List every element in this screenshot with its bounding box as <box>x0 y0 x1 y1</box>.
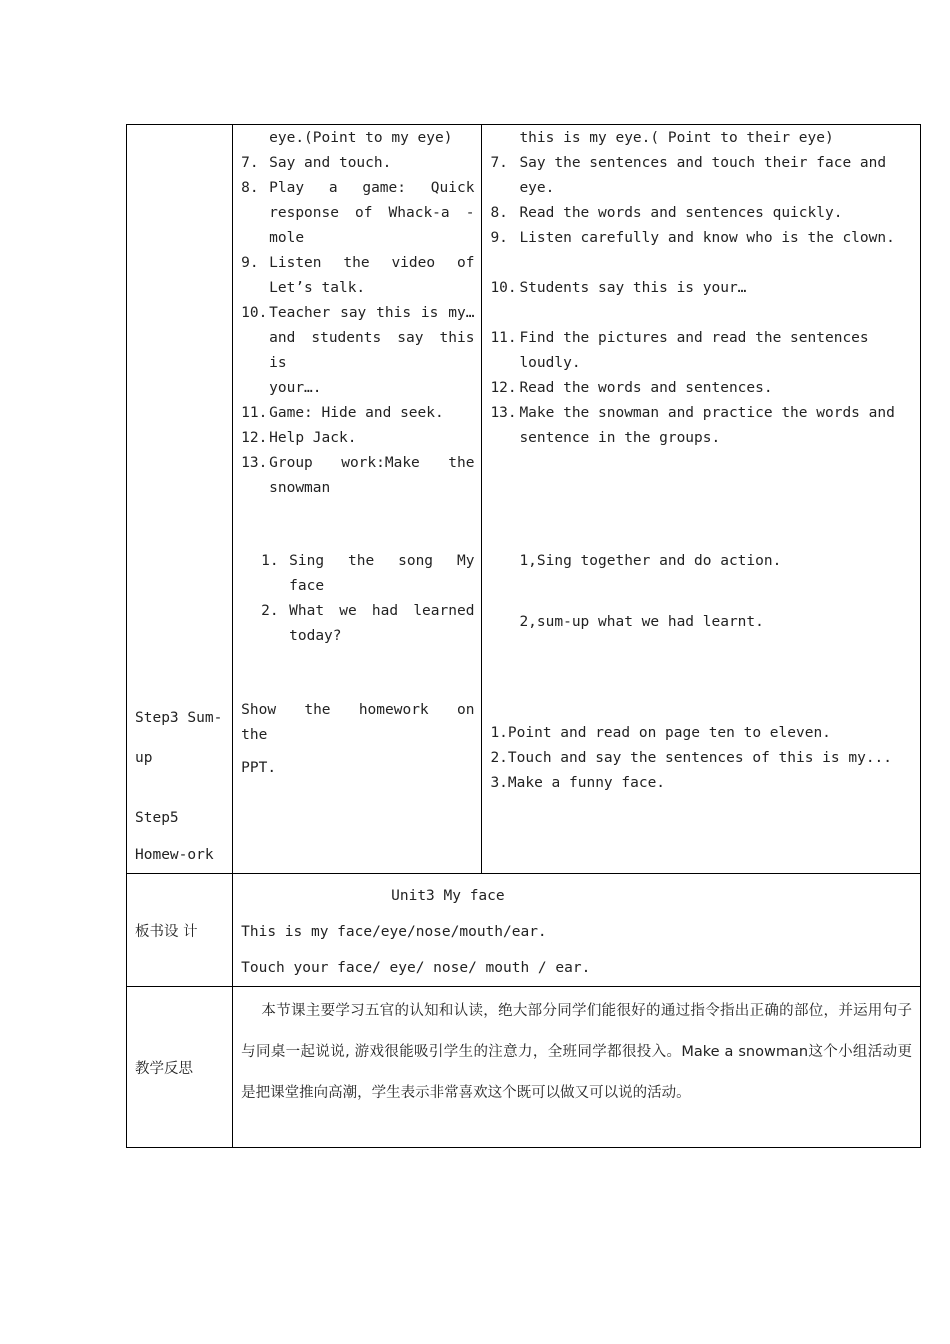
list-item <box>490 176 914 201</box>
list-item <box>233 599 474 624</box>
teacher-activity-cell <box>233 125 492 874</box>
item-text: Let’s talk. <box>269 280 366 296</box>
list-item <box>233 549 474 574</box>
list-item <box>241 176 474 201</box>
list-item <box>233 574 474 599</box>
item-number: 8. <box>241 180 259 196</box>
item-text: Listen the video of <box>269 255 475 271</box>
list-item <box>490 376 914 401</box>
sumup-student-line: 1,Sing together and do action. <box>519 553 782 569</box>
board-content-cell <box>233 874 921 987</box>
procedure-row <box>127 125 921 874</box>
item-text: Listen carefully and know who is the clown. <box>519 230 895 246</box>
list-item <box>490 276 914 301</box>
homework-teacher-line: PPT. <box>241 760 277 776</box>
item-number: 13. <box>490 405 517 421</box>
list-item <box>241 451 474 476</box>
list-item <box>490 426 914 451</box>
teacher-activity-list <box>233 125 481 501</box>
board-title: Unit3 My face <box>391 888 505 904</box>
item-number <box>490 351 519 376</box>
item-number: 10. <box>490 280 517 296</box>
item-number: 2. <box>490 750 508 766</box>
item-text: loudly. <box>519 355 581 371</box>
item-text: Read the words and sentences quickly. <box>519 205 843 221</box>
lesson-plan-table <box>126 124 921 1148</box>
list-item <box>490 746 914 771</box>
item-text: Sing the song My <box>289 553 475 569</box>
sumup-student-line: 2,sum-up what we had learnt. <box>519 614 764 630</box>
item-text: Teacher say this is my… <box>269 305 475 321</box>
reflection-label-cell <box>127 987 233 1148</box>
item-number <box>241 376 269 401</box>
list-item <box>241 226 474 251</box>
list-item <box>241 201 474 226</box>
item-text: Group work:Make the <box>269 455 475 471</box>
board-label: 板书设 计 <box>135 923 198 940</box>
item-text: snowman <box>269 480 331 496</box>
item-text: Game: Hide and seek. <box>269 405 444 421</box>
list-item <box>241 276 474 301</box>
item-text: eye. <box>519 180 555 196</box>
item-number: 7. <box>490 155 508 171</box>
list-item <box>490 351 914 376</box>
list-item <box>241 326 474 376</box>
student-activity-cell <box>482 125 921 874</box>
item-text: What we had learned <box>289 603 475 619</box>
item-text: and students say this is <box>269 330 475 371</box>
list-item <box>490 401 914 426</box>
item-number <box>490 426 519 451</box>
list-item <box>241 151 474 176</box>
item-number <box>241 126 269 151</box>
step5-label-a: Step5 <box>135 810 179 826</box>
board-line-2: Touch your face/ eye/ nose/ mouth / ear. <box>241 960 591 976</box>
reflection-content-cell <box>233 987 921 1148</box>
step5-label-b: Homew-ork <box>135 847 214 863</box>
item-number: 11. <box>241 405 268 421</box>
list-item <box>490 226 914 251</box>
list-item <box>490 151 914 176</box>
item-number: 12. <box>490 380 517 396</box>
item-text: Read the words and sentences. <box>519 380 773 396</box>
item-number <box>233 574 289 599</box>
item-text: response of Whack-a - <box>269 205 475 221</box>
item-number <box>241 326 269 376</box>
list-item <box>490 126 914 151</box>
item-text: your…. <box>269 380 322 396</box>
item-number: 1. <box>490 725 508 741</box>
student-activity-list <box>482 125 920 451</box>
item-number: 2. <box>261 603 279 619</box>
item-number <box>490 126 519 151</box>
item-number <box>241 201 269 226</box>
list-item <box>241 301 474 326</box>
item-number: 13. <box>241 455 268 471</box>
item-number: 11. <box>490 330 517 346</box>
list-item <box>233 624 474 649</box>
item-text: today? <box>289 628 342 644</box>
item-number <box>233 624 289 649</box>
item-text: Students say this is your… <box>519 280 747 296</box>
list-item <box>241 401 474 426</box>
list-item <box>241 376 474 401</box>
item-text: Point and read on page ten to eleven. <box>507 725 831 741</box>
item-text: Play a game: Quick <box>269 180 475 196</box>
list-item <box>490 721 914 746</box>
sumup-student <box>519 549 781 635</box>
item-text: Touch and say the sentences of this is my... <box>507 750 893 766</box>
reflection-row <box>127 987 921 1148</box>
item-text: Find the pictures and read the sentences <box>519 330 869 346</box>
item-number: 3. <box>490 775 508 791</box>
item-text: Help Jack. <box>269 430 357 446</box>
list-item <box>490 771 914 796</box>
list-item <box>241 426 474 451</box>
item-number <box>490 176 519 201</box>
board-line-1: This is my face/eye/nose/mouth/ear. <box>241 924 547 940</box>
step-labels <box>135 698 226 872</box>
item-text: sentence in the groups. <box>519 430 721 446</box>
list-item <box>241 251 474 276</box>
homework-student-list <box>490 721 914 796</box>
item-text: Say and touch. <box>269 155 392 171</box>
list-item <box>490 201 914 226</box>
item-text: eye.(Point to my eye) <box>269 130 453 146</box>
board-label-cell <box>127 874 233 987</box>
board-design-row <box>127 874 921 987</box>
item-number: 1. <box>261 553 279 569</box>
item-number: 9. <box>241 255 259 271</box>
item-text: Say the sentences and touch their face and <box>519 155 887 171</box>
item-number: 10. <box>241 305 268 321</box>
item-number <box>241 476 269 501</box>
step3-label-b: up <box>135 750 153 766</box>
item-number <box>241 226 269 251</box>
step3-label-a: Step3 Sum- <box>135 710 223 726</box>
item-text: mole <box>269 230 305 246</box>
item-text: this is my eye.( Point to their eye) <box>519 130 834 146</box>
item-number: 12. <box>241 430 268 446</box>
sumup-teacher-list <box>233 549 474 649</box>
homework-teacher-line: Show the homework on the <box>241 702 492 743</box>
item-number: 9. <box>490 230 508 246</box>
item-text: Make the snowman and practice the words and <box>519 405 895 421</box>
list-item <box>490 326 914 351</box>
list-item <box>241 126 474 151</box>
list-item <box>241 476 474 501</box>
item-number <box>241 276 269 301</box>
step-label-cell <box>127 125 233 874</box>
item-number: 7. <box>241 155 259 171</box>
item-number: 8. <box>490 205 508 221</box>
item-text: Make a funny face. <box>507 775 666 791</box>
reflection-label: 教学反思 <box>135 1060 193 1077</box>
homework-teacher <box>241 698 492 788</box>
item-text: face <box>289 578 325 594</box>
reflection-text: 本节课主要学习五官的认知和认读，绝大部分同学们能很好的通过指令指出正确的部位，并运用句子与同桌一起说说, 游戏很能吸引学生的注意力，全班同学都很投入。Make a snowman这个小组活动更是把课堂推向高潮，学生表示非常喜欢这个既可以做又可以说的活动。 <box>241 1003 912 1101</box>
